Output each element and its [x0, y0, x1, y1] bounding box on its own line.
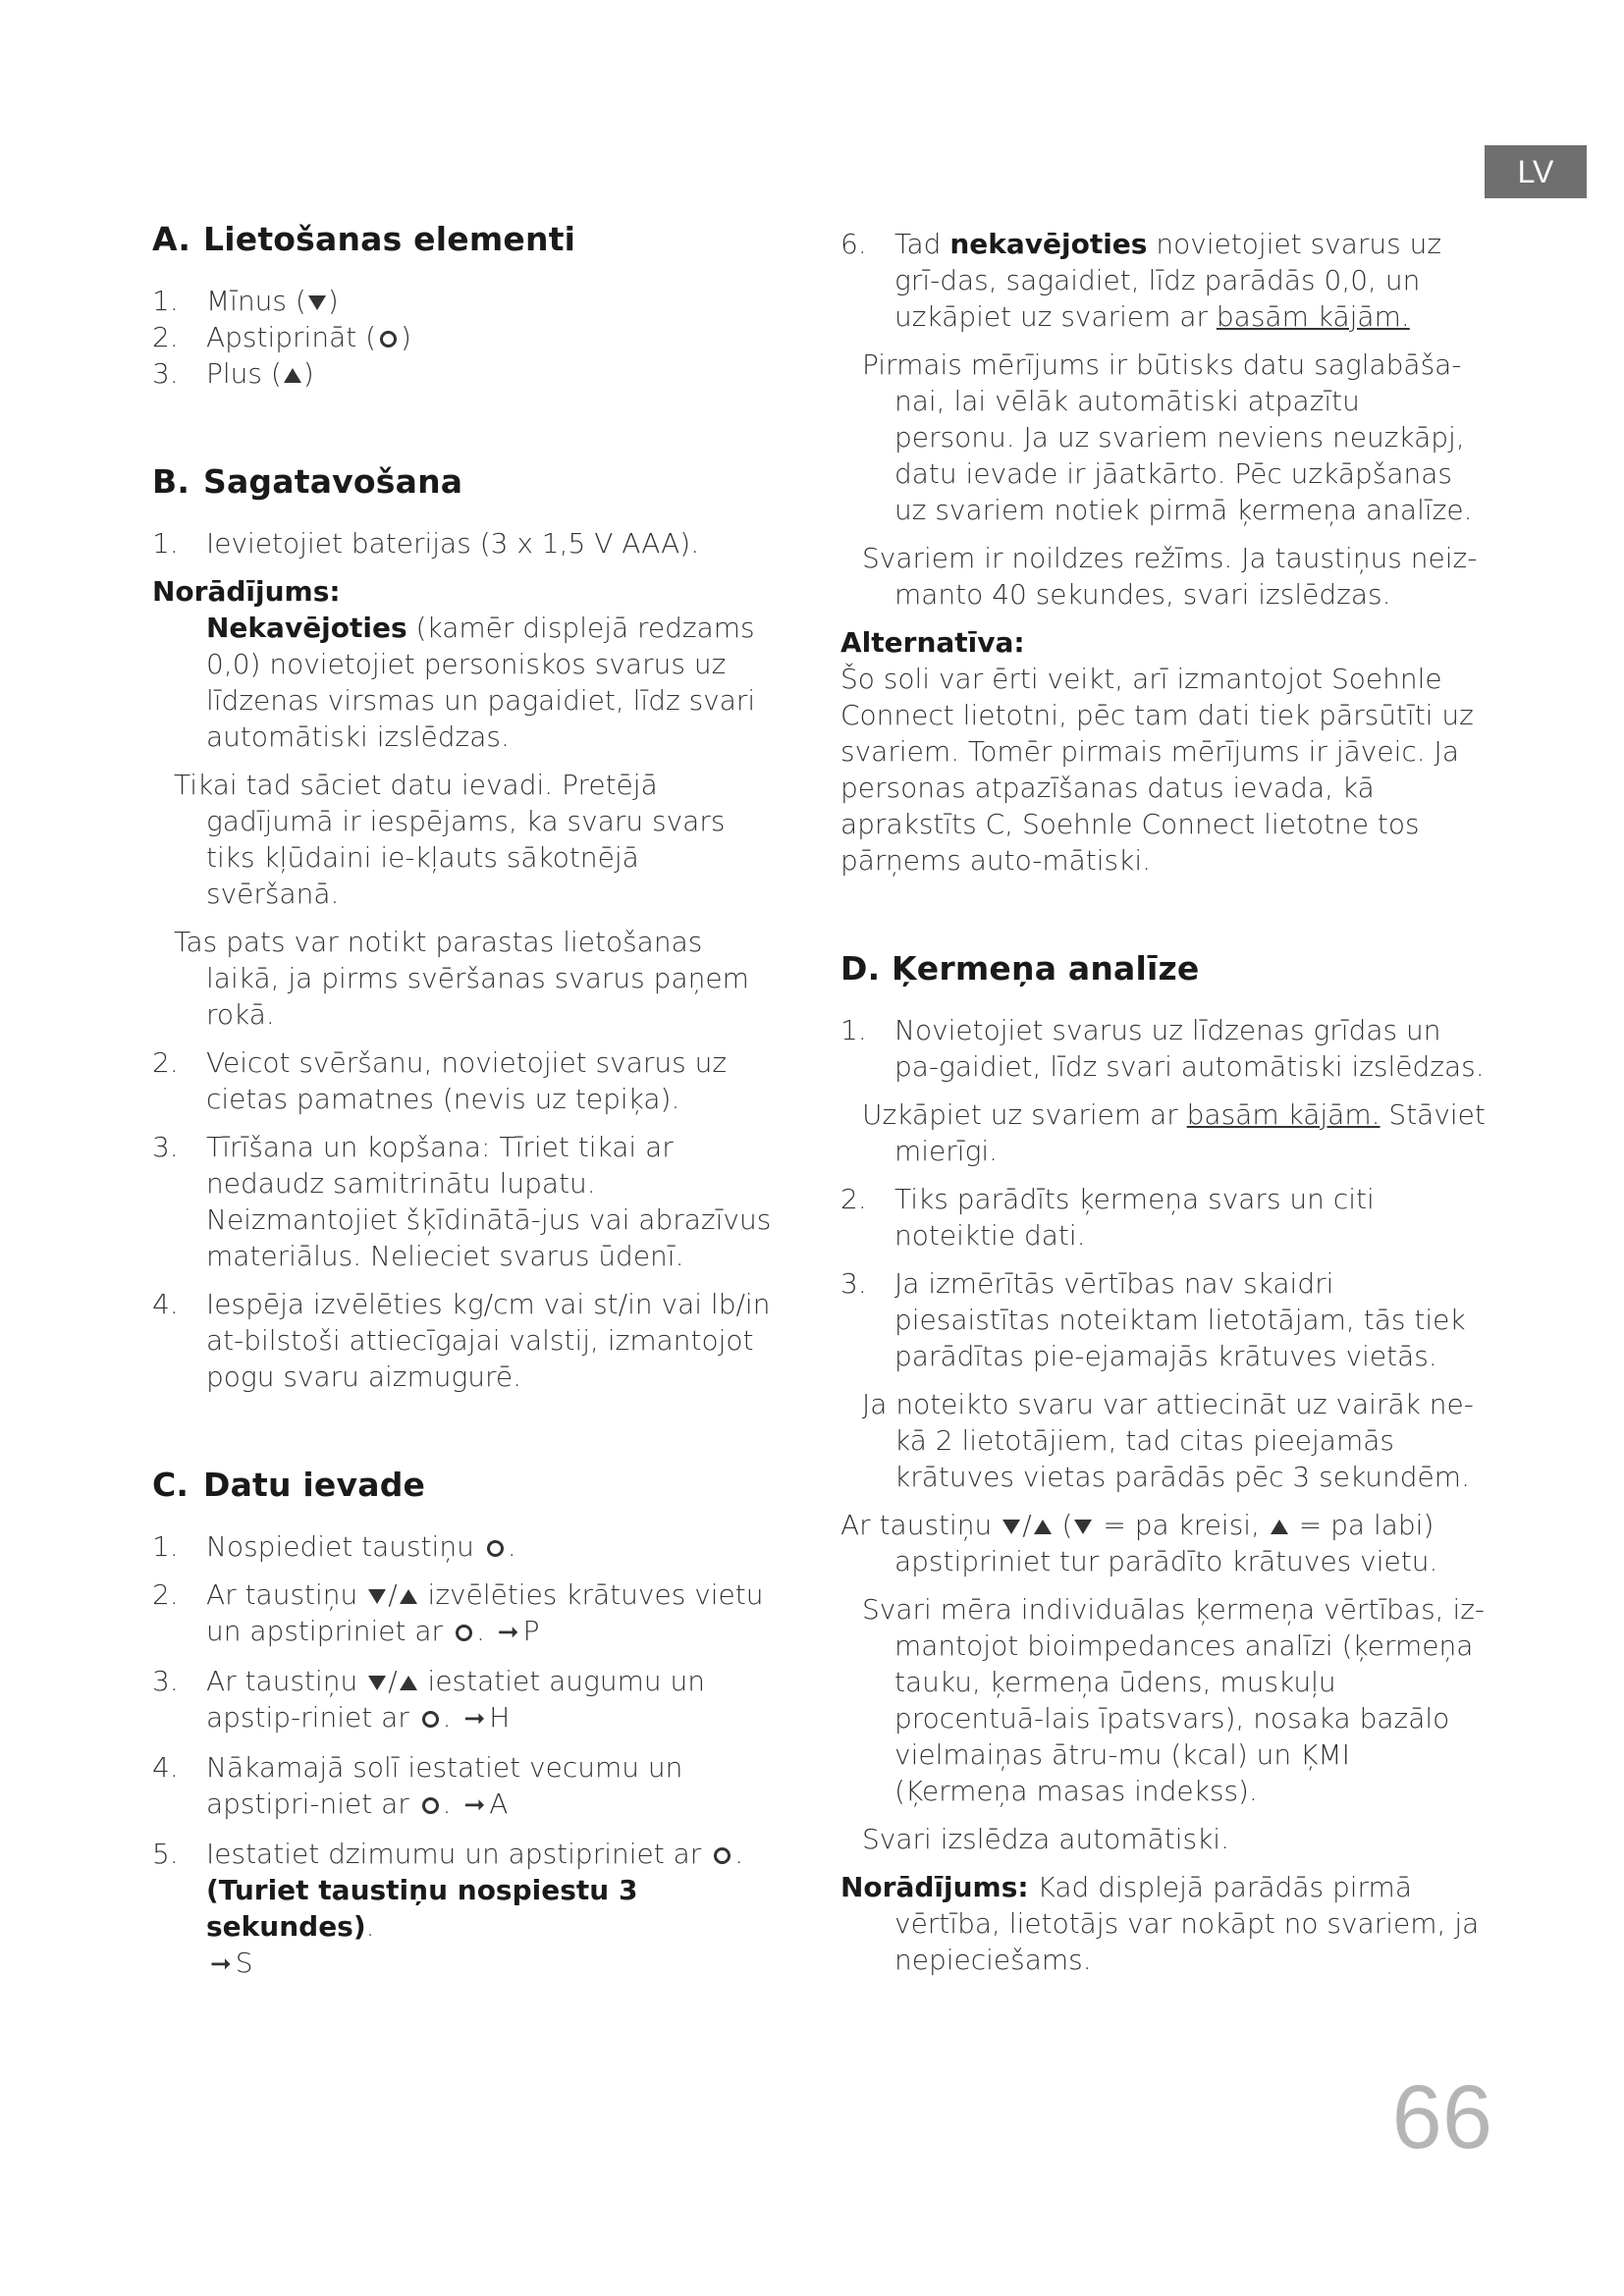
paragraph: Ja noteikto svaru var attiecināt uz vairāk ne-kā 2 lietotājiem, tad citas pieejamās krātuves vietas parādās pēc 3 sekundēm. — [862, 1388, 1474, 1493]
circle-icon — [422, 1711, 439, 1728]
paragraph: Tikai tad sāciet datu ievadi. Pretējā gadījumā ir iespējams, ka svaru svars tiks kļūdaini ie-kļauts sākotnējā svēršanā. — [174, 769, 726, 910]
list-item: 5. Iestatiet dzimumu un apstipriniet ar . (Turiet taustiņu nospiestu 3 sekundes). ➞ S — [152, 1838, 744, 1979]
triangle-up-icon — [1034, 1520, 1052, 1534]
list-item: 2. Tiks parādīts ķermeņa svars un citi noteiktie dati. — [840, 1183, 1375, 1252]
triangle-down-icon — [308, 295, 326, 310]
paragraph: Pirmais mērījums ir būtisks datu saglabāša-nai, lai vēlāk automātiski atpazītu personu. Ja uz svariem neviens neuzkāpj, datu ievade ir jāatkārto. Pēc uzkāpšanas uz svariem notiek pirmā ķermeņa analīze. — [862, 348, 1473, 526]
arrow-right-icon: ➞ — [497, 1618, 519, 1647]
paragraph: Svariem ir noildzes režīms. Ja taustiņus neiz-manto 40 sekundes, svari izslēdzas. — [862, 542, 1478, 611]
triangle-down-icon — [368, 1589, 386, 1604]
language-tab: LV — [1485, 145, 1587, 198]
left-column — [152, 218, 781, 1995]
list-item: 1. Ievietojiet baterijas (3 x 1,5 V AAA). — [152, 527, 700, 560]
list-item: 2. Veicot svēršanu, novietojiet svarus uz cietas pamatnes (nevis uz tepiķa). — [152, 1046, 728, 1115]
list-item: 1. Nospiediet taustiņu . — [152, 1530, 516, 1563]
paragraph: Uzkāpiet uz svariem ar basām kājām. Stāviet mierīgi. — [862, 1098, 1486, 1167]
list-item: 3. Plus ( ) — [152, 357, 314, 390]
arrow-right-icon: ➞ — [210, 1949, 232, 1979]
paragraph: Svari mēra individuālas ķermeņa vērtības, iz-mantojot bioimpedances analīzi (ķermeņa tauku, ķermeņa ūdens, muskuļu procentuā-lais īpatsvars), nosaka bazālo vielmaiņas ātru-mu (kcal) un ĶMI (Ķermeņa masas indekss). — [862, 1593, 1486, 1807]
alternative-text: Šo soli var ērti veikt, arī izmantojot Soehnle Connect lietotni, pēc tam dati tiek pārsūtīti uz svariem. Tomēr pirmais mērījums ir jāveic. Ja personas atpazīšanas datus ievada, kā aprakstīts C, Soehnle Connect lietotne tos pārņems auto-mātiski. — [840, 663, 1474, 877]
list-item: 1. Mīnus ( ) — [152, 285, 339, 317]
list-item: 2. Ar taustiņu / izvēlēties krātuves vietu un apstipriniet ar . ➞ P — [152, 1578, 764, 1647]
triangle-down-icon — [368, 1676, 386, 1690]
alternative-label: Alternatīva: — [840, 626, 1025, 659]
triangle-up-icon — [1271, 1520, 1288, 1534]
list-item: 4. Iespēja izvēlēties kg/cm vai st/in vai lb/in at-bilstoši attiecīgajai valstij, izmantojot pogu svaru aizmugurē. — [152, 1288, 771, 1393]
list-item: 6. Tad nekavējoties novietojiet svarus uz grī-das, sagaidiet, līdz parādās 0,0, un uzkāpiet uz svariem ar basām kājām. — [840, 228, 1442, 333]
triangle-down-icon — [1002, 1520, 1020, 1534]
circle-icon — [380, 331, 397, 347]
circle-icon — [422, 1797, 439, 1814]
triangle-up-icon — [400, 1589, 417, 1604]
paragraph: Tas pats var notikt parastas lietošanas laikā, ja pirms svēršanas svarus paņem rokā. — [174, 926, 749, 1031]
note-paragraph: Norādījums: Kad displejā parādās pirmā vērtība, lietotājs var nokāpt no svariem, ja nepieciešams. — [840, 1871, 1480, 1976]
paragraph: Svari izslēdza automātiski. — [862, 1823, 1229, 1855]
list-item: 1. Novietojiet svarus uz līdzenas grīdas un pa-gaidiet, līdz svari automātiski izslēdzas. — [840, 1014, 1485, 1083]
triangle-up-icon — [400, 1676, 417, 1690]
note-text: Nekavējoties (kamēr displejā redzams 0,0) novietojiet personiskos svarus uz līdzenas virsmas un pagaidiet, līdz svari automātiski izslēdzas. — [206, 612, 756, 753]
circle-icon — [714, 1847, 731, 1864]
list-item: 2. Apstiprināt ( ) — [152, 321, 411, 353]
note-label: Norādījums: — [152, 575, 341, 608]
triangle-up-icon — [284, 368, 301, 383]
circle-icon — [456, 1625, 472, 1641]
list-item: 3. Ja izmērītās vērtības nav skaidri piesaistītas noteiktam lietotājam, tās tiek parādītas pie-ejamajās krātuves vietās. — [840, 1267, 1466, 1372]
section-a-title: A. Lietošanas elementi — [152, 220, 576, 258]
section-b-title: B. Sagatavošana — [152, 462, 463, 501]
arrow-right-icon: ➞ — [463, 1790, 486, 1820]
right-column — [840, 226, 1489, 1990]
section-c-title: C. Datu ievade — [152, 1466, 426, 1504]
list-item: 3. Tīrīšana un kopšana: Tīriet tikai ar nedaudz samitrinātu lupatu. Neizmantojiet šķīdinātā-jus vai abrazīvus materiālus. Nelieciet svarus ūdenī. — [152, 1131, 772, 1272]
circle-icon — [487, 1540, 504, 1557]
triangle-down-icon — [1074, 1520, 1092, 1534]
paragraph: Ar taustiņu / ( = pa kreisi, = pa labi) apstipriniet tur parādīto krātuves vietu. — [840, 1509, 1438, 1577]
arrow-right-icon: ➞ — [463, 1704, 486, 1734]
section-d-title: D. Ķermeņa analīze — [840, 949, 1200, 988]
list-item: 4. Nākamajā solī iestatiet vecumu un apstipri-niet ar . ➞ A — [152, 1751, 683, 1820]
page-number: 66 — [1391, 2067, 1492, 2167]
list-item: 3. Ar taustiņu / iestatiet augumu un apstip-riniet ar . ➞ H — [152, 1665, 706, 1734]
